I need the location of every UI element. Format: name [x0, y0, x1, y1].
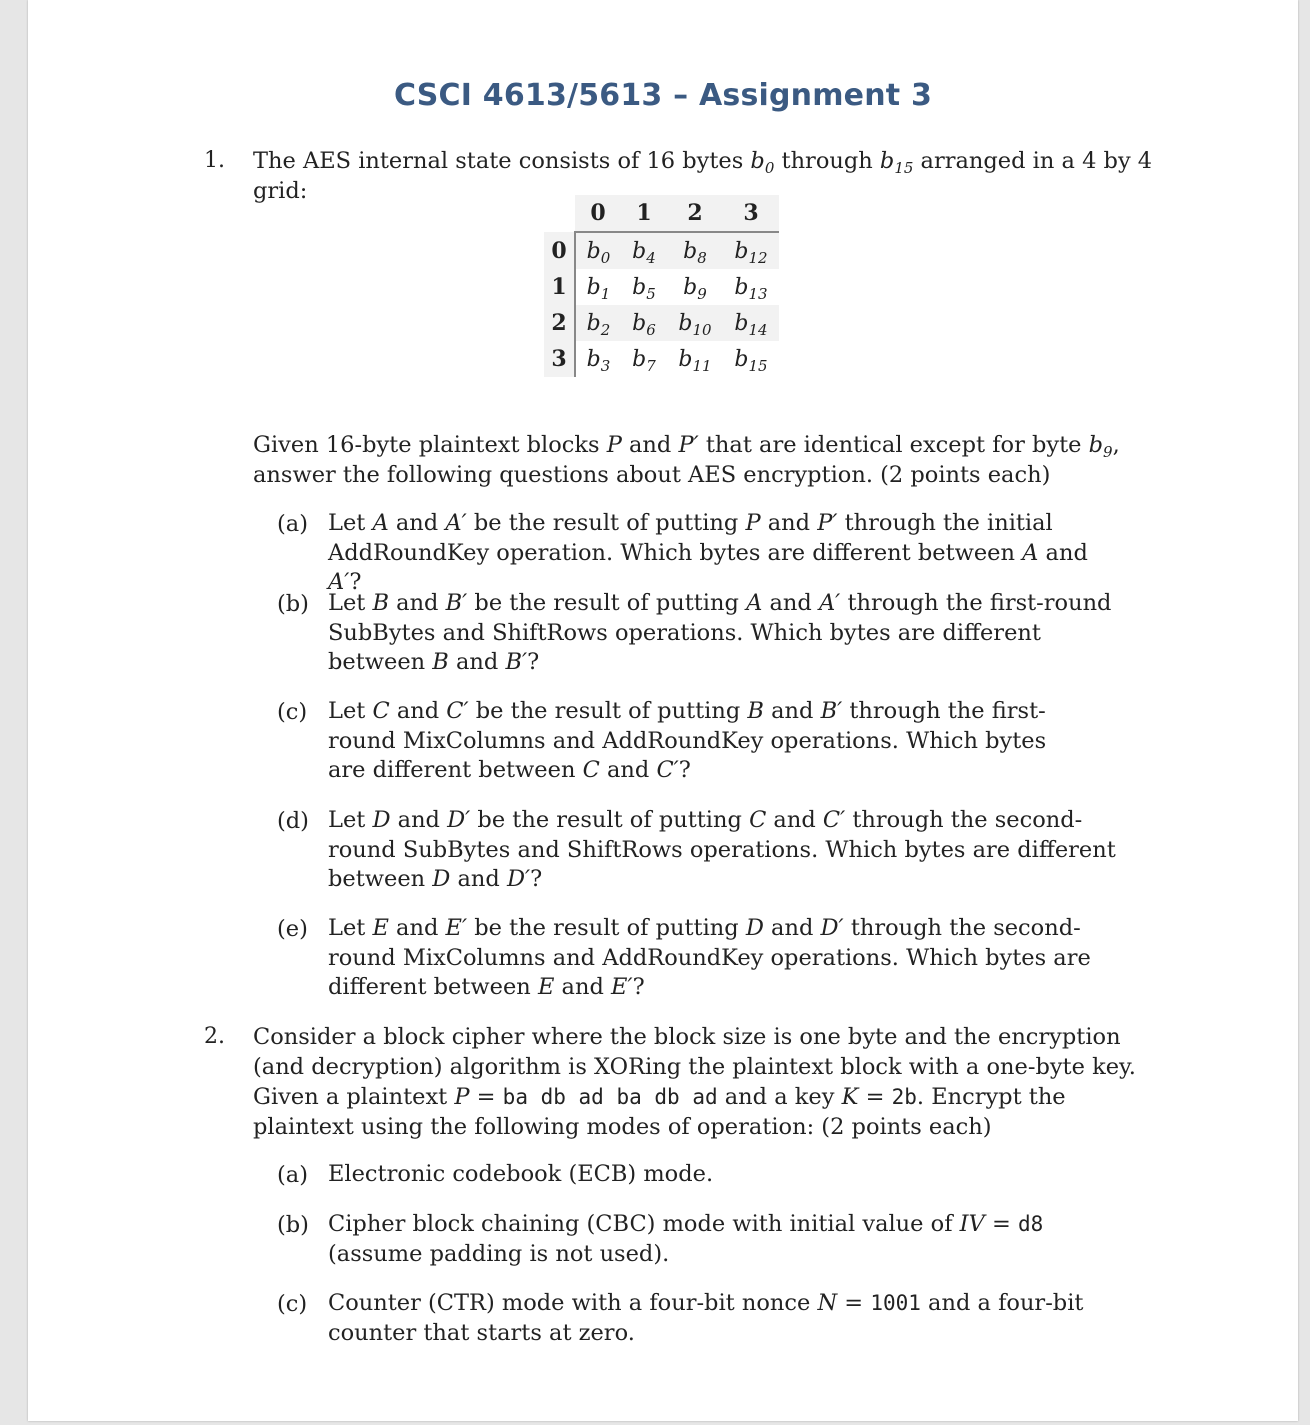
intro-b-sub15: 15 [894, 159, 914, 177]
text-run: and [554, 974, 612, 1000]
grid-row-header: 0 [544, 232, 575, 269]
text-run: . Encrypt the plaintext using the following modes of operation: (2 points each) [253, 1084, 1066, 1140]
intro-b2: b [879, 148, 895, 174]
intro-text-3: arranged in a 4 by 4 grid: [253, 148, 1153, 204]
text-run: and [448, 649, 506, 675]
math-symbol: B′ [820, 698, 843, 724]
grid-cell: $b_{12}$ [723, 232, 779, 269]
grid-cell: $b_3$ [586, 346, 611, 375]
text-run: = [858, 1084, 892, 1110]
text-run: Let [328, 807, 373, 833]
document-page [28, 0, 1298, 1421]
q1-part-a-label: (a) [277, 511, 308, 537]
text-run: ? [530, 866, 543, 892]
text-run: = [984, 1211, 1018, 1237]
text-run: Electronic codebook (ECB) mode. [328, 1161, 714, 1187]
q2-part-c-text [328, 1289, 1148, 1348]
grid-col-header: 3 [723, 195, 779, 232]
q1-part-b-text [328, 589, 1128, 678]
given-P: P [606, 432, 622, 458]
grid-row-header: 1 [544, 269, 575, 305]
text-run: be the result of putting [466, 510, 746, 536]
q1-part-e-label: (e) [277, 916, 308, 942]
grid-col-header: 1 [621, 195, 667, 232]
math-symbol: N [817, 1290, 838, 1316]
grid-cell: $b_6$ [621, 305, 667, 341]
text-run: and [763, 915, 821, 941]
text-run: be the result of putting [467, 590, 747, 616]
given-text-2: and [621, 432, 679, 458]
given-text-1: Given 16-byte plaintext blocks [253, 432, 607, 458]
math-symbol: C′ [656, 757, 679, 783]
grid-cell: $b_{11}$ [678, 346, 712, 375]
text-run: and [388, 510, 446, 536]
math-symbol: D′ [820, 915, 844, 941]
given-b9-sub: 9 [1103, 443, 1113, 461]
math-symbol: D [745, 915, 764, 941]
text-run: Consider a block cipher where the block size is one byte and the encryption (and decryption) algorithm is XORing the plaintext block with a one-byte key. Given a plaintext [253, 1024, 1136, 1110]
math-symbol: E [537, 974, 555, 1000]
text-run: ? [527, 649, 540, 675]
text-run: Let [328, 590, 373, 616]
text-run: = [469, 1084, 503, 1110]
math-symbol: C′ [822, 807, 846, 833]
text-run: be the result of putting [468, 698, 748, 724]
grid-cell: $b_1$ [586, 274, 611, 303]
question-2-text [253, 1022, 1153, 1142]
text-run: be the result of putting [470, 807, 750, 833]
question-1-given [253, 430, 1153, 490]
math-symbol: B′ [505, 649, 528, 675]
math-symbol: D′ [447, 807, 471, 833]
text-run: through the first-round SubBytes and ShiftRows operations. Which bytes are different between [328, 590, 1112, 675]
math-symbol: C′ [446, 698, 469, 724]
text-run: and [390, 807, 448, 833]
math-symbol: D [432, 866, 451, 892]
text-run: and [760, 510, 818, 536]
question-1-number: 1. [204, 148, 225, 173]
math-symbol: D′ [506, 866, 531, 892]
math-symbol: C [749, 807, 767, 833]
text-run: and [599, 757, 657, 783]
math-symbol: A′ [818, 590, 841, 616]
text-run: and [766, 807, 823, 833]
text-run: and [1038, 539, 1088, 566]
text-run: and [389, 698, 447, 724]
aes-state-grid [544, 195, 779, 377]
math-symbol: A′ [328, 569, 350, 595]
grid-row-header: 2 [544, 305, 575, 341]
grid-cell: $b_{14}$ [723, 305, 779, 341]
text-run: and [389, 590, 446, 616]
math-symbol: P [745, 510, 761, 536]
math-symbol: B [747, 698, 764, 724]
grid-cell: $b_2$ [575, 305, 621, 341]
text-run: (assume padding is not used). [328, 1240, 670, 1267]
math-symbol: A′ [445, 510, 467, 536]
code-value: d8 [1017, 1212, 1044, 1236]
text-run: and [763, 698, 821, 724]
grid-row-header: 3 [544, 341, 575, 377]
math-symbol: B [372, 590, 389, 616]
math-symbol: E′ [445, 915, 468, 941]
grid-cell: $b_4$ [621, 232, 667, 269]
grid-col-header: 0 [575, 195, 621, 232]
math-symbol: E [372, 915, 389, 941]
text-run: and a four-bit counter that starts at zero. [328, 1290, 1084, 1346]
q1-part-e-text [328, 914, 1098, 1003]
math-symbol: D [372, 807, 391, 833]
code-value: 1001 [870, 1291, 921, 1315]
text-run: be the result of putting [467, 915, 746, 941]
text-run: and [388, 915, 446, 941]
intro-b-sub0: 0 [764, 159, 775, 177]
grid-cell: $b_0$ [575, 232, 621, 269]
grid-cell: $b_8$ [667, 232, 723, 269]
grid-corner [544, 195, 575, 232]
text-run: ? [349, 569, 362, 595]
grid-cell: $b_9$ [683, 274, 707, 303]
q2-part-b-text [328, 1210, 1108, 1269]
q2-part-b-label: (b) [277, 1212, 309, 1238]
given-text-4: , answer the following questions about AES encryption. (2 points each) [253, 432, 1120, 488]
intro-b: b [750, 148, 765, 174]
code-value: 2b [891, 1085, 917, 1109]
q2-part-c-label: (c) [277, 1291, 308, 1317]
grid-cell: $b_{13}$ [734, 274, 768, 303]
q1-part-c-text [328, 697, 1088, 786]
grid-col-header: 2 [667, 195, 723, 232]
q1-part-d-text [328, 806, 1128, 895]
q2-part-a-text [328, 1160, 1128, 1190]
intro-text-1: The AES internal state consists of 16 bytes [253, 148, 751, 174]
q1-part-a-text [328, 509, 1128, 598]
text-run: Let [328, 915, 373, 941]
math-symbol: IV [959, 1211, 985, 1237]
math-symbol: P [454, 1084, 470, 1110]
grid-cell: $b_7$ [632, 346, 656, 375]
text-run: ? [632, 974, 645, 1000]
math-symbol: A [372, 510, 389, 536]
text-run: = [837, 1290, 871, 1316]
text-run: through the first-round MixColumns and AddRoundKey operations. Which bytes are different between [328, 698, 1047, 783]
text-run: ? [678, 757, 691, 783]
text-run: through the second-round MixColumns and AddRoundKey operations. Which bytes are different between [328, 915, 1091, 1000]
math-symbol: K [841, 1084, 859, 1110]
text-run: Let [328, 698, 373, 724]
text-run: Let [328, 510, 373, 536]
page-title: CSCI 4613/5613 – Assignment 3 [393, 78, 933, 113]
text-run: through the initial AddRoundKey operation. Which bytes are different between [328, 510, 1053, 566]
math-symbol: A [746, 590, 763, 616]
q1-part-b-label: (b) [277, 591, 309, 617]
text-run: and [762, 590, 819, 616]
given-Pprime: P′ [678, 432, 699, 458]
code-value: ba db ad ba db ad [502, 1085, 718, 1109]
text-run: Counter (CTR) mode with a four-bit nonce [328, 1290, 818, 1316]
math-symbol: C [582, 757, 600, 783]
grid-cell: $b_{15}$ [734, 346, 768, 375]
given-b: b [1088, 432, 1104, 458]
q1-part-c-label: (c) [277, 699, 308, 725]
text-run: and a key [717, 1084, 842, 1110]
math-symbol: A [1022, 539, 1039, 566]
text-run: through the second-round SubBytes and ShiftRows operations. Which bytes are different between [328, 807, 1116, 892]
grid-cell: $b_5$ [632, 274, 656, 303]
text-run: Cipher block chaining (CBC) mode with initial value of [328, 1211, 960, 1237]
given-text-3: that are identical except for byte [698, 432, 1089, 458]
text-run: and [450, 866, 507, 892]
q1-part-d-label: (d) [277, 808, 309, 834]
math-symbol: P′ [817, 510, 838, 536]
math-symbol: B′ [445, 590, 468, 616]
grid-cell: $b_{10}$ [667, 305, 723, 341]
intro-text-2: through [774, 148, 880, 174]
math-symbol: B [432, 649, 449, 675]
question-2-number: 2. [204, 1024, 225, 1049]
math-symbol: E′ [611, 974, 633, 1000]
math-symbol: C [372, 698, 390, 724]
q2-part-a-label: (a) [277, 1162, 308, 1188]
